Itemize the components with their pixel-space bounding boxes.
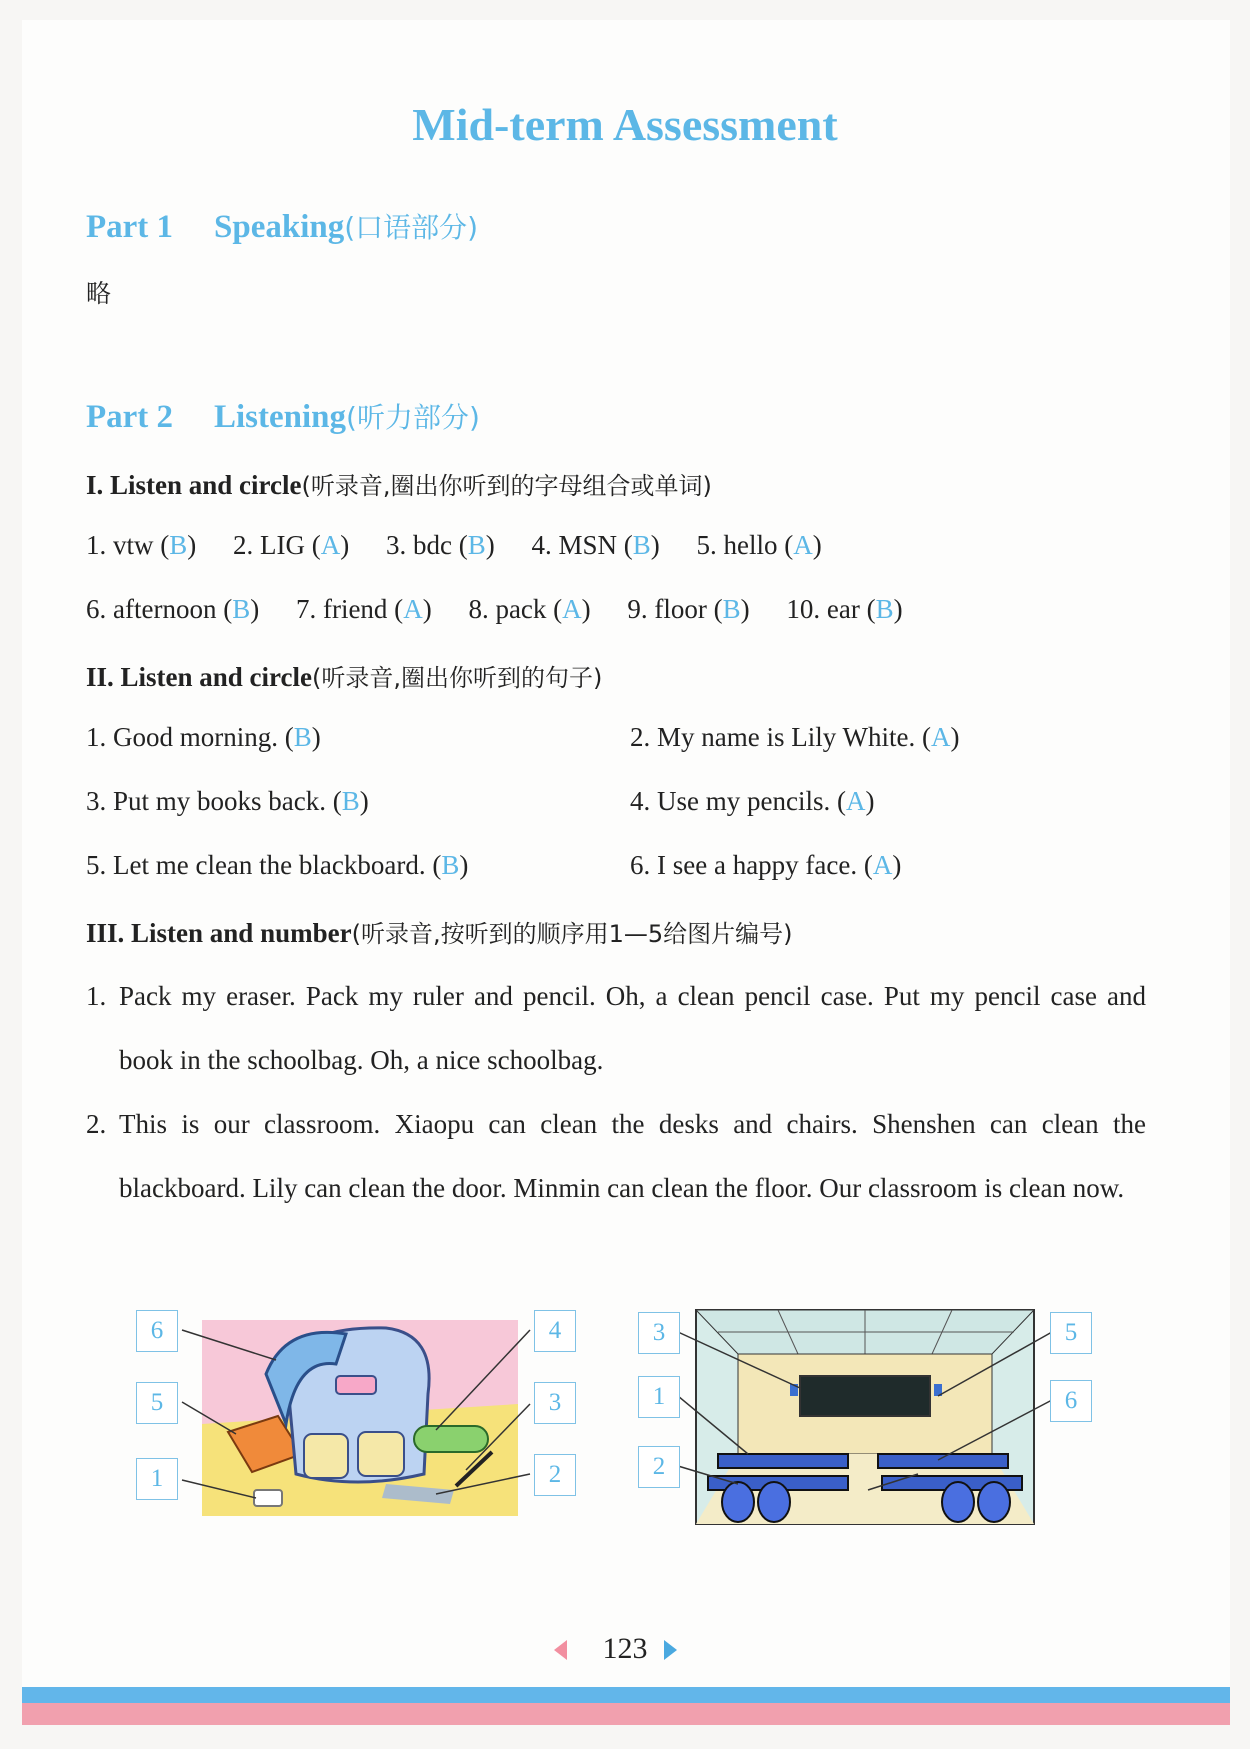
list-item: 5. Let me clean the blackboard. (B) <box>86 850 469 880</box>
figure2-label-2: 1 <box>638 1376 680 1418</box>
figure1-label-6: 2 <box>534 1454 576 1496</box>
part2-heading <box>86 396 480 436</box>
schoolbag-illustration <box>136 1304 576 1529</box>
list-item: 8. pack (A) <box>468 594 591 624</box>
part2-label: Listening <box>214 399 347 435</box>
transcript-2: 2. This is our classroom. Xiaopu can clean the desks and chairs. Shenshen can clean the blackboard. Lily can clean the door. Minmin can clean the floor. Our classroom is clean now. <box>86 1109 1146 1203</box>
figure1-label-3: 1 <box>136 1458 178 1500</box>
list-item: 4. MSN (B) <box>531 530 660 560</box>
list-item: 7. friend (A) <box>295 594 432 624</box>
list-item: 6. I see a happy face. (A) <box>630 850 902 880</box>
section3-label: III. Listen and number <box>86 918 352 948</box>
classroom-figure <box>638 1304 1092 1529</box>
page-title: Mid-term Assessment <box>412 99 838 150</box>
classroom-illustration <box>638 1304 1092 1529</box>
list-item: 2. LIG (A) <box>233 530 350 560</box>
part1-body: 略 <box>86 279 112 308</box>
footer-bar-blue <box>22 1687 1230 1703</box>
list-item: 5. hello (A) <box>696 530 822 560</box>
section1-cn: (听录音,圈出你听到的字母组合或单词) <box>301 472 712 500</box>
schoolbag-figure <box>136 1304 576 1529</box>
part1-number: Part 1 <box>86 209 174 245</box>
list-item: 1. vtw (B) <box>86 530 197 560</box>
figure2-label-3: 2 <box>638 1446 680 1488</box>
figure1-label-4: 4 <box>534 1310 576 1352</box>
figure2-label-4: 5 <box>1050 1312 1092 1354</box>
list-item: 3. Put my books back. (B) <box>86 786 369 816</box>
footer-bar-pink <box>22 1703 1230 1725</box>
part1-cn: (口语部分) <box>344 211 479 244</box>
section1-label: I. Listen and circle <box>86 470 302 500</box>
figure2-label-5: 6 <box>1050 1380 1092 1422</box>
figure1-label-2: 5 <box>136 1382 178 1424</box>
list-item: 1. Good morning. (B) <box>86 722 321 752</box>
section3-heading <box>86 914 792 949</box>
list-item: 2. My name is Lily White. (A) <box>630 722 960 752</box>
section3-cn: (听录音,按听到的顺序用1—5给图片编号) <box>351 920 793 948</box>
section1-row2 <box>86 594 933 625</box>
section1-row1 <box>86 530 852 561</box>
list-item: 10. ear (B) <box>786 594 903 624</box>
figure2-label-1: 3 <box>638 1312 680 1354</box>
section1-heading <box>86 466 712 501</box>
figure1-label-1: 6 <box>136 1310 178 1352</box>
section2-cn: (听录音,圈出你听到的句子) <box>312 664 603 692</box>
list-item: 3. bdc (B) <box>386 530 495 560</box>
list-item: 9. floor (B) <box>627 594 750 624</box>
part1-heading <box>86 206 478 246</box>
part2-number: Part 2 <box>86 399 174 435</box>
next-page-icon <box>664 1640 677 1660</box>
section2-heading <box>86 658 602 693</box>
part2-cn: (听力部分) <box>346 401 480 434</box>
part1-label: Speaking <box>214 209 345 245</box>
list-item: 4. Use my pencils. (A) <box>630 786 875 816</box>
transcript-1: 1. Pack my eraser. Pack my ruler and pencil. Oh, a clean pencil case. Put my pencil case and book in the schoolbag. Oh, a nice schoolbag. <box>86 981 1146 1075</box>
section2-label: II. Listen and circle <box>86 662 313 692</box>
figure1-label-5: 3 <box>534 1382 576 1424</box>
page-number: 123 <box>602 1632 648 1665</box>
list-item: 6. afternoon (B) <box>86 594 260 624</box>
